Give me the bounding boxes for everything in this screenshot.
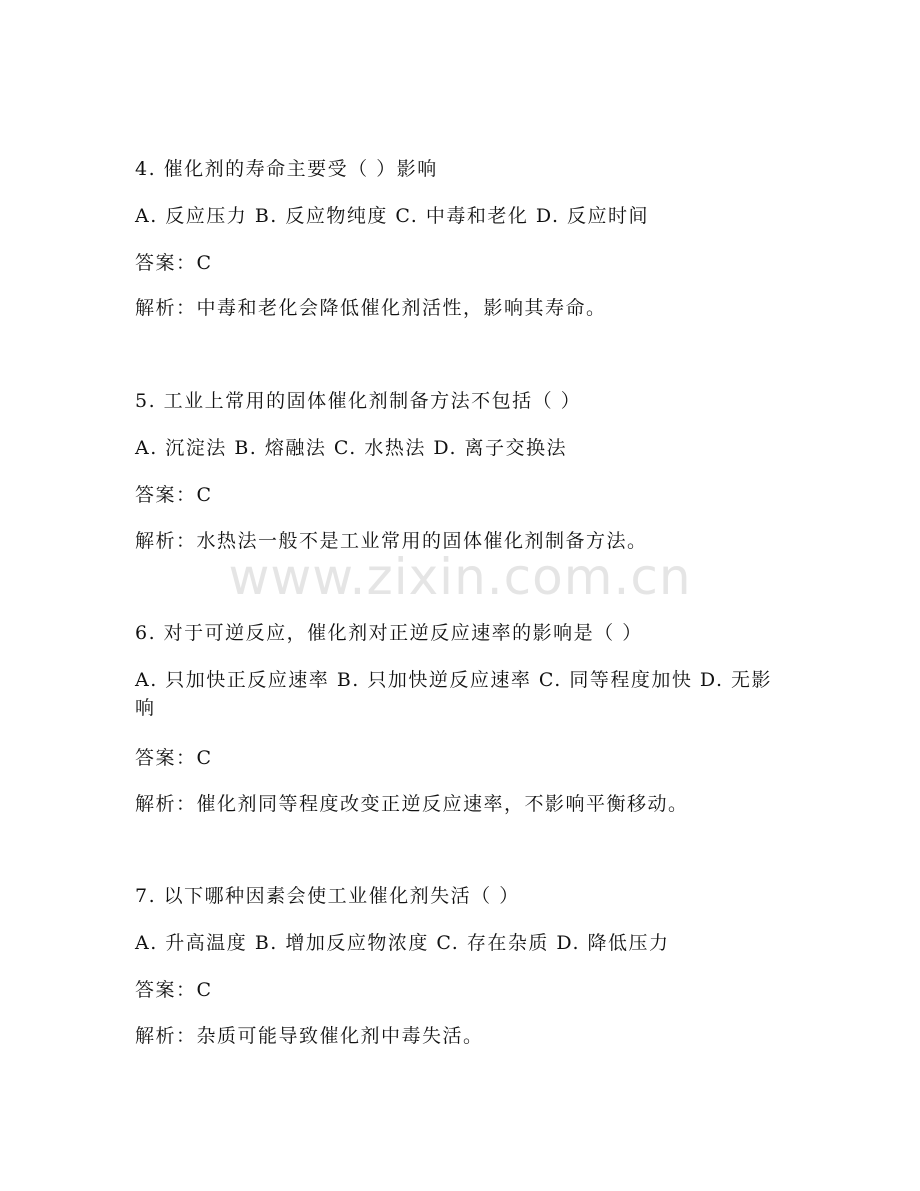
question-options: A. 反应压力 B. 反应物纯度 C. 中毒和老化 D. 反应时间 [135,205,650,227]
question-analysis: 解析：杂质可能导致催化剂中毒失活。 [135,1025,484,1047]
watermark: www.zixin.com.cn [228,548,692,606]
question-analysis: 解析：中毒和老化会降低催化剂活性，影响其寿命。 [135,297,607,319]
question-options: A. 沉淀法 B. 熔融法 C. 水热法 D. 离子交换法 [135,437,568,459]
question-answer: 答案：C [135,252,213,274]
question-answer: 答案：C [135,484,213,506]
question-options: A. 升高温度 B. 增加反应物浓度 C. 存在杂质 D. 降低压力 [135,932,670,954]
question-answer: 答案：C [135,979,213,1001]
question-analysis: 解析：催化剂同等程度改变正逆反应速率，不影响平衡移动。 [135,793,689,815]
question-stem: 7. 以下哪种因素会使工业催化剂失活（ ） [135,885,520,907]
question-stem: 6. 对于可逆反应，催化剂对正逆反应速率的影响是（ ） [135,622,643,644]
question-options: A. 只加快正反应速率 B. 只加快逆反应速率 C. 同等程度加快 D. 无影响 [135,669,773,719]
question-stem: 4. 催化剂的寿命主要受（ ）影响 [135,158,438,180]
question-stem: 5. 工业上常用的固体催化剂制备方法不包括（ ） [135,390,582,412]
question-answer: 答案：C [135,747,213,769]
question-analysis: 解析：水热法一般不是工业常用的固体催化剂制备方法。 [135,530,648,552]
